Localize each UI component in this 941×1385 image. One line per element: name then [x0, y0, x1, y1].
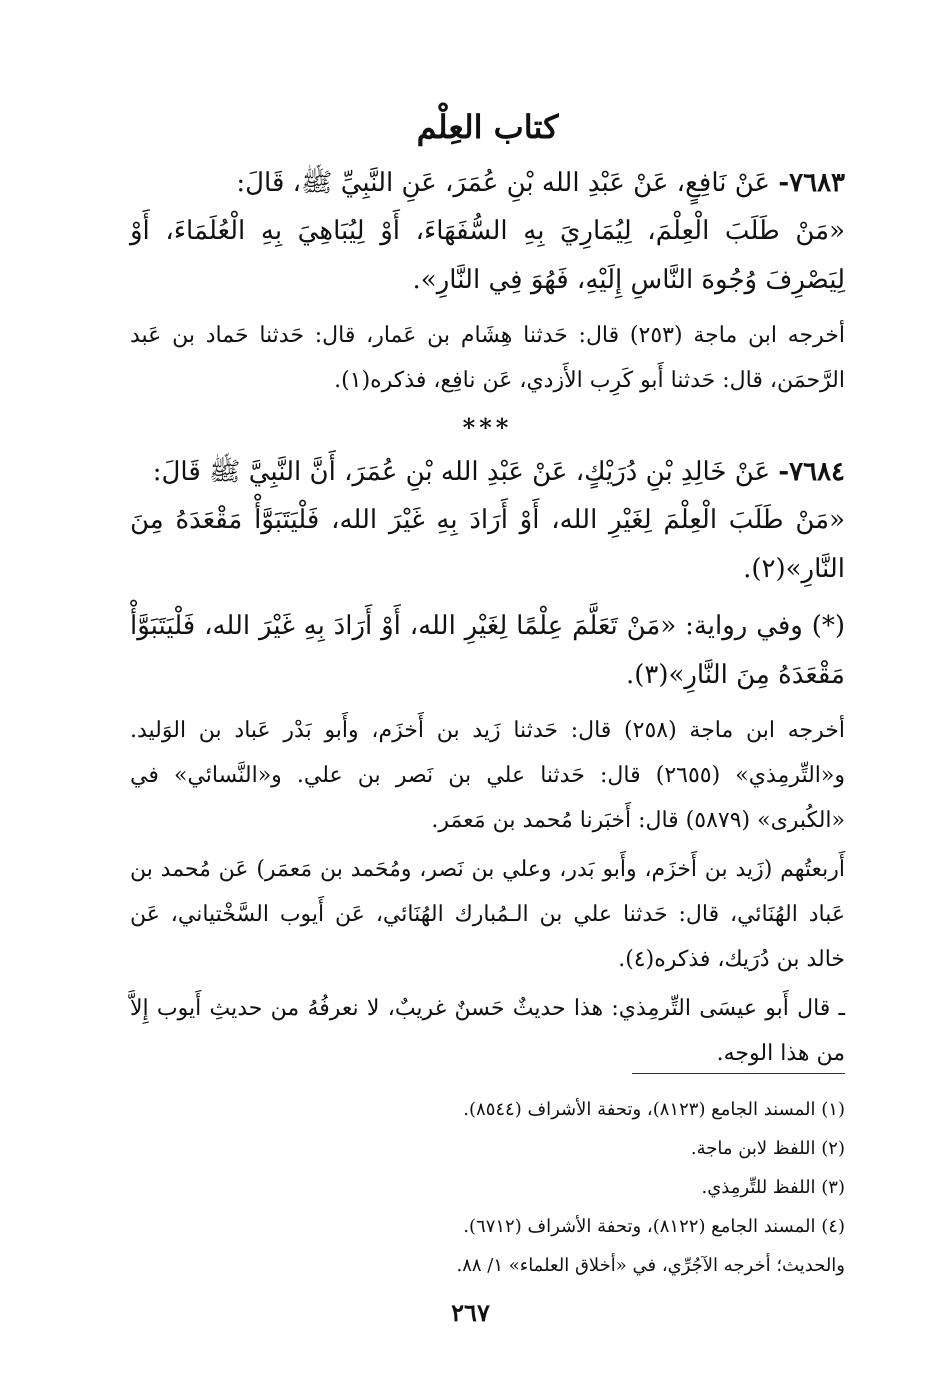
footnote-divider: [632, 1073, 845, 1074]
footnote-item: (١) المسند الجامع (٨١٢٣)، وتحفة الأشراف (٨٥٤٤).: [463, 1099, 845, 1120]
footnote-item: (٣) اللفظ للتِّرمِذي.: [701, 1177, 845, 1198]
hadith-riwaya: (*) وفي رواية: «مَنْ تَعَلَّمَ عِلْمًا لِغَيْرِ الله، أَوْ أَرَادَ بِهِ غَيْرَ الله، فَلْيَتَبَوَّأْ مَقْعَدَهُ مِنَ النَّارِ»(٣).: [130, 611, 845, 690]
footnotes: [130, 1090, 845, 1285]
hadith-isnad: عَنْ خَالِدِ بْنِ دُرَيْكٍ، عَنْ عَبْدِ الله بْنِ عُمَرَ، أَنَّ النَّبِيَّ ﷺ قَالَ:: [152, 457, 771, 487]
page-number: ٢٦٧: [451, 1298, 490, 1327]
section-separator: ***: [462, 413, 513, 442]
hadith-matn: «مَنْ طَلَبَ الْعِلْمَ لِغَيْرِ الله، أَوْ أَرَادَ بِهِ غَيْرَ الله، فَلْيَتَبَوَّأْ مَقْعَدَهُ مِنَ النَّارِ»(٢).: [130, 505, 845, 584]
hadith-number: ٧٦٨٤-: [778, 457, 845, 487]
hadith-matn: «مَنْ طَلَبَ الْعِلْمَ، لِيُمَارِيَ بِهِ السُّفَهَاءَ، أَوْ لِيُبَاهِيَ بِهِ الْعُلَمَاءَ، أَوْ لِيَصْرِفَ وُجُوهَ النَّاسِ إِلَيْهِ، فَهُوَ فِي النَّارِ».: [130, 216, 845, 295]
footnote-item: (٢) اللفظ لابن ماجة.: [690, 1138, 845, 1159]
footnote-item: والحديث؛ أخرجه الآجُرِّي، في «أخلاق العلماء» ١/ ٨٨.: [456, 1255, 845, 1276]
hadith-takhrij: أخرجه ابن ماجة (٢٥٣) قال: حَدثنا هِشَام بن عَمار، قال: حَدثنا حَماد بن عَبد الرَّحمَن، قال: حَدثنا أَبو كَرِب الأَزدي، عَن نافِع، فذكره(١).: [130, 323, 846, 393]
hadith-7683: [130, 160, 845, 403]
chapter-title: كتاب العِلْم: [416, 108, 559, 146]
hadith-takhrij: أخرجه ابن ماجة (٢٥٨) قال: حَدثنا زَيد بن أَخزَم، وأَبو بَدْر عَباد بن الوَليد. و«التِّرمِذي» (٢٦٥٥) قال: حَدثنا علي بن نَصر بن علي. و«النَّسائي» في «الكُبرى» (٥٨٧٩) قال: أَخبَرنا مُحمد بن مَعمَر.: [130, 718, 845, 833]
footnote-item: (٤) المسند الجامع (٨١٢٢)، وتحفة الأشراف (٦٧١٢).: [463, 1216, 845, 1237]
tirmidhi-grading: ـ قال أَبو عيسَى التِّرمِذي: هذا حديثٌ حَسنٌ غريبٌ، لا نعرفُهُ من حديثِ أَيوب إِلاَّ من هذا الوجه.: [130, 996, 846, 1066]
hadith-number: ٧٦٨٣-: [778, 168, 845, 198]
hadith-takhrij-chain: أَربعتُهم (زَيد بن أَخزَم، وأَبو بَدر، وعلي بن نَصر، ومُحَمد بن مَعمَر) عَن مُحمد بن عَباد الهُنَائي، قال: حَدثنا علي بن الـمُبارك الهُنَائي، عَن أَيوب السَّخْتياني، عَن خالد بن دُرَيك، فذكره(٤).: [130, 857, 845, 972]
hadith-7684: [130, 449, 845, 1076]
page-body: [130, 100, 845, 1080]
hadith-isnad: عَنْ نَافِعٍ، عَنْ عَبْدِ الله بْنِ عُمَرَ، عَنِ النَّبِيِّ ﷺ، قَالَ:: [236, 168, 771, 198]
hadith-7683-isnad-line: [130, 160, 845, 207]
hadith-7684-isnad-line: [130, 449, 845, 496]
